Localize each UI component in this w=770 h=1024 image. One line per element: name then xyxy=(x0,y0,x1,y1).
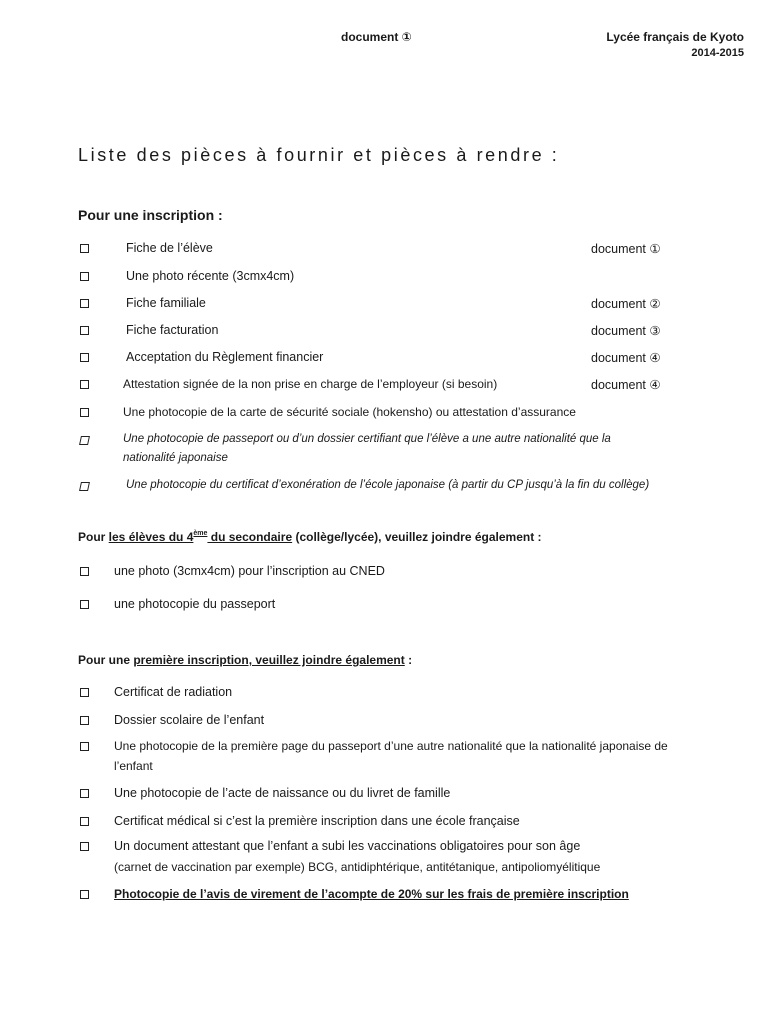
list-item: Une photocopie de l’acte de naissance ou du livret de famille xyxy=(114,786,451,800)
list-item: Fiche familiale xyxy=(126,296,206,310)
list-item: Un document attestant que l’enfant a subi les vaccinations obligatoires pour son âge xyxy=(114,839,581,853)
school-name: Lycée français de Kyoto xyxy=(606,30,744,44)
list-item: Une photocopie du certificat d’exonération de l’école japonaise (à partir du CP jusqu’à la fin du collège) xyxy=(126,479,650,491)
checkbox[interactable] xyxy=(80,716,89,725)
document-reference: document ② xyxy=(591,297,661,311)
section-heading-inscription: Pour une inscription : xyxy=(78,207,223,223)
checkbox[interactable] xyxy=(80,789,89,798)
list-item: Une photocopie de passeport ou d’un dossier certifiant que l’élève a une autre nationalité que la xyxy=(123,433,611,445)
checkbox[interactable] xyxy=(80,817,89,826)
checkbox[interactable] xyxy=(80,272,89,281)
checkbox[interactable] xyxy=(80,244,89,253)
checkbox[interactable] xyxy=(80,742,89,751)
list-item: Certificat médical si c’est la première inscription dans une école française xyxy=(114,814,520,828)
list-item: Acceptation du Règlement financier xyxy=(126,350,324,364)
list-item: Fiche facturation xyxy=(126,323,219,337)
checkbox[interactable] xyxy=(80,299,89,308)
list-item: Fiche de l’élève xyxy=(126,241,213,255)
list-item: Une photocopie de la première page du passeport d’une autre nationalité que la nationalité japonaise de xyxy=(114,739,668,753)
document-label: document ① xyxy=(341,30,412,44)
document-reference: document ③ xyxy=(591,324,661,338)
list-item: Dossier scolaire de l’enfant xyxy=(114,713,265,727)
checkbox[interactable] xyxy=(80,890,89,899)
document-reference: document ④ xyxy=(591,378,661,392)
checkbox[interactable] xyxy=(79,436,90,445)
section-heading-first-inscription: Pour une première inscription, veuillez joindre également : xyxy=(78,653,413,667)
list-item: Une photocopie de la carte de sécurité sociale (hokensho) ou attestation d’assurance xyxy=(123,405,576,419)
list-item: Une photo récente (3cmx4cm) xyxy=(126,269,295,283)
checkbox[interactable] xyxy=(80,567,89,576)
list-item: une photo (3cmx4cm) pour l’inscription au CNED xyxy=(114,564,385,578)
school-year: 2014-2015 xyxy=(691,47,744,59)
list-item: Certificat de radiation xyxy=(114,685,233,699)
checkbox[interactable] xyxy=(80,353,89,362)
document-reference: document ④ xyxy=(591,351,661,365)
document-reference: document ① xyxy=(591,242,661,256)
list-item: Photocopie de l’avis de virement de l’acompte de 20% sur les frais de première inscription xyxy=(114,887,629,901)
checkbox[interactable] xyxy=(80,326,89,335)
checkbox[interactable] xyxy=(80,408,89,417)
list-item: une photocopie du passeport xyxy=(114,597,276,611)
checkbox[interactable] xyxy=(79,482,90,491)
list-item-continuation: (carnet de vaccination par exemple) BCG, antidiphtérique, antitétanique, antipoliomyélitique xyxy=(114,860,601,874)
page-title: Liste des pièces à fournir et pièces à rendre : xyxy=(78,145,560,165)
list-item: Attestation signée de la non prise en charge de l’employeur (si besoin) xyxy=(123,377,498,391)
checkbox[interactable] xyxy=(80,842,89,851)
list-item-continuation: nationalité japonaise xyxy=(123,452,228,464)
checkbox[interactable] xyxy=(80,380,89,389)
list-item-continuation: l’enfant xyxy=(114,759,153,773)
checkbox[interactable] xyxy=(80,688,89,697)
section-heading-secondary: Pour les élèves du 4ème du secondaire (collège/lycée), veuillez joindre également : xyxy=(78,530,542,544)
checkbox[interactable] xyxy=(80,600,89,609)
